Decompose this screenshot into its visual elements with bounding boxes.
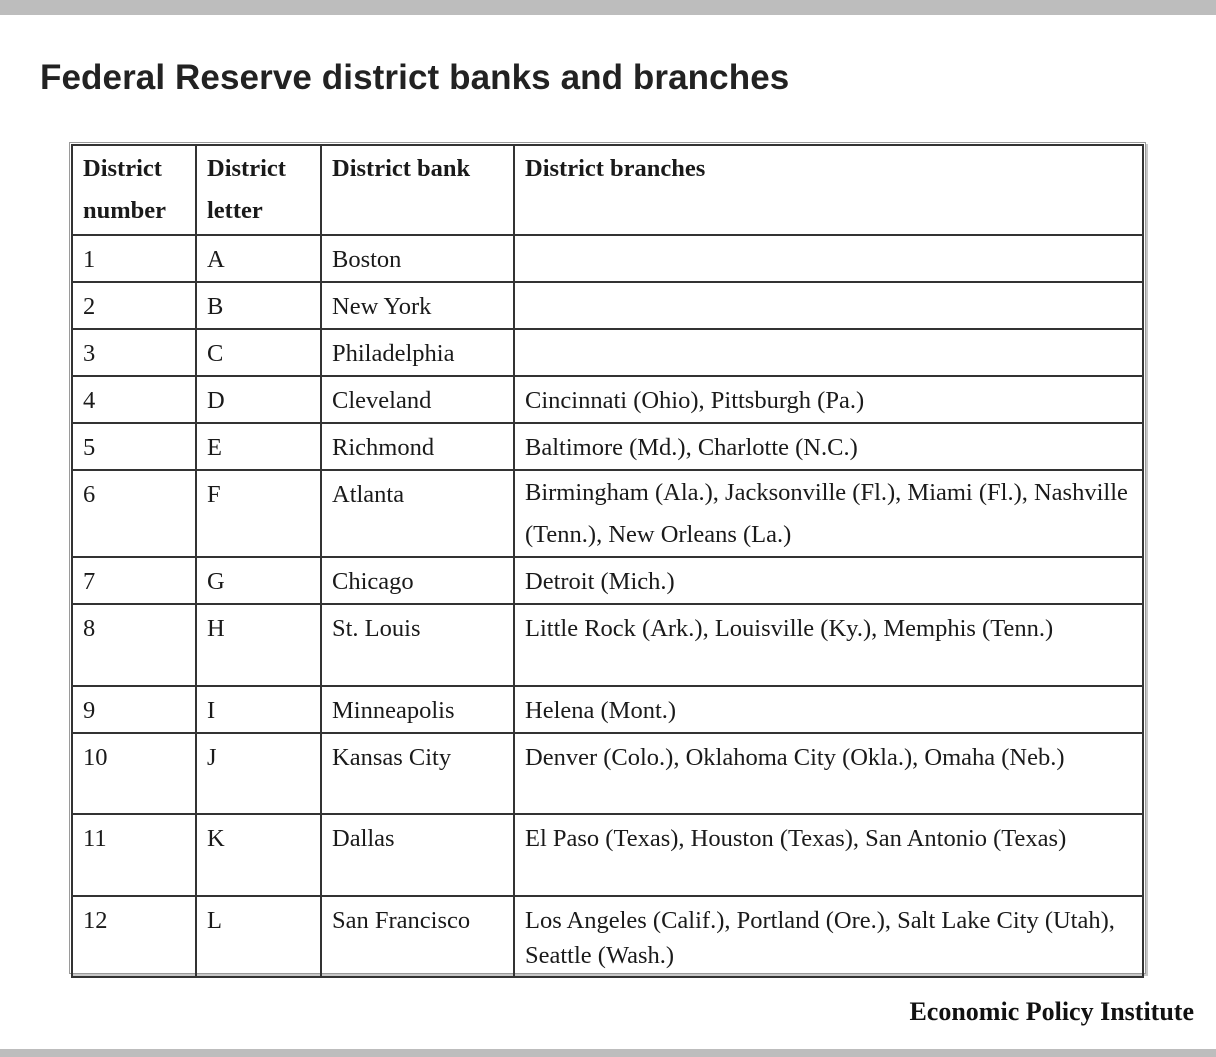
cell-letter: D (196, 376, 321, 423)
cell-letter: B (196, 282, 321, 329)
cell-branches: Helena (Mont.) (514, 686, 1143, 733)
cell-number: 2 (72, 282, 196, 329)
cell-bank: Cleveland (321, 376, 514, 423)
bottom-border-bar (0, 1049, 1216, 1057)
header-district-letter: District letter (196, 145, 321, 235)
cell-bank: New York (321, 282, 514, 329)
cell-branches: Birmingham (Ala.), Jacksonville (Fl.), Miami (Fl.), Nashville (Tenn.), New Orleans (La.) (514, 470, 1143, 557)
cell-number: 10 (72, 733, 196, 814)
header-district-bank: District bank (321, 145, 514, 235)
table-row (72, 733, 1143, 814)
table-row (72, 235, 1143, 282)
table-row (72, 557, 1143, 604)
cell-number: 8 (72, 604, 196, 686)
cell-branches: El Paso (Texas), Houston (Texas), San Antonio (Texas) (514, 814, 1143, 896)
cell-bank: Kansas City (321, 733, 514, 814)
cell-letter: J (196, 733, 321, 814)
cell-bank: San Francisco (321, 896, 514, 977)
table-image-frame (69, 142, 1146, 974)
table-header-row (72, 145, 1143, 235)
cell-number: 12 (72, 896, 196, 977)
cell-number: 7 (72, 557, 196, 604)
cell-bank: Chicago (321, 557, 514, 604)
cell-letter: E (196, 423, 321, 470)
table-row (72, 604, 1143, 686)
table-row (72, 896, 1143, 977)
header-district-branches: District branches (514, 145, 1143, 235)
cell-letter: C (196, 329, 321, 376)
cell-letter: H (196, 604, 321, 686)
cell-bank: Atlanta (321, 470, 514, 557)
table-row (72, 329, 1143, 376)
cell-bank: St. Louis (321, 604, 514, 686)
cell-branches: Denver (Colo.), Oklahoma City (Okla.), Omaha (Neb.) (514, 733, 1143, 814)
top-border-bar (0, 0, 1216, 15)
cell-bank: Philadelphia (321, 329, 514, 376)
cell-number: 4 (72, 376, 196, 423)
cell-bank: Richmond (321, 423, 514, 470)
table-row (72, 423, 1143, 470)
table-row (72, 470, 1143, 557)
cell-number: 6 (72, 470, 196, 557)
cell-number: 5 (72, 423, 196, 470)
cell-letter: K (196, 814, 321, 896)
cell-branches (514, 282, 1143, 329)
table-row (72, 282, 1143, 329)
cell-bank: Dallas (321, 814, 514, 896)
cell-branches: Cincinnati (Ohio), Pittsburgh (Pa.) (514, 376, 1143, 423)
cell-branches: Los Angeles (Calif.), Portland (Ore.), Salt Lake City (Utah), Seattle (Wash.) (514, 896, 1143, 977)
cell-number: 3 (72, 329, 196, 376)
cell-branches (514, 235, 1143, 282)
table-row (72, 814, 1143, 896)
cell-letter: L (196, 896, 321, 977)
cell-bank: Boston (321, 235, 514, 282)
cell-branches: Detroit (Mich.) (514, 557, 1143, 604)
cell-letter: G (196, 557, 321, 604)
cell-letter: A (196, 235, 321, 282)
districts-table (71, 144, 1144, 978)
cell-bank: Minneapolis (321, 686, 514, 733)
cell-number: 11 (72, 814, 196, 896)
cell-branches: Little Rock (Ark.), Louisville (Ky.), Memphis (Tenn.) (514, 604, 1143, 686)
table-row (72, 376, 1143, 423)
cell-letter: F (196, 470, 321, 557)
cell-number: 9 (72, 686, 196, 733)
header-district-number: District number (72, 145, 196, 235)
page-title: Federal Reserve district banks and branches (40, 58, 790, 97)
cell-number: 1 (72, 235, 196, 282)
cell-branches (514, 329, 1143, 376)
table-row (72, 686, 1143, 733)
cell-branches: Baltimore (Md.), Charlotte (N.C.) (514, 423, 1143, 470)
publisher-credit: Economic Policy Institute (909, 997, 1194, 1026)
cell-letter: I (196, 686, 321, 733)
